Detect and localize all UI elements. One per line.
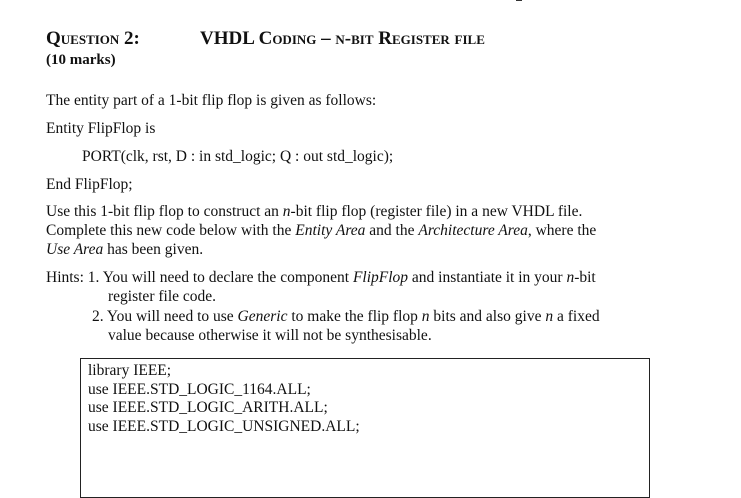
port-line: PORT(clk, rst, D : in std_logic; Q : out std_logic);	[82, 148, 394, 165]
para-line-2: Complete this new code below with the Entity Area and the Architecture Area, where the	[46, 222, 597, 239]
code-line: use IEEE.STD_LOGIC_1164.ALL;	[88, 380, 311, 398]
hint-1-line-1: Hints: 1. You will need to declare the component FlipFlop and instantiate it in your n-bit	[46, 269, 596, 286]
question-topic: VHDL Coding – n-bit Register file	[200, 28, 485, 49]
question-marks: (10 marks)	[46, 52, 116, 68]
hint-1-line-2: register file code.	[108, 288, 217, 305]
para-line-1: Use this 1-bit flip flop to construct an n-bit flip flop (register file) in a new VHDL file.	[46, 203, 583, 220]
hint-2-line-1: 2. You will need to use Generic to make the flip flop n bits and also give n a fixed	[92, 308, 600, 325]
question-number: Question 2:	[46, 28, 140, 49]
hint-2-line-2: value because otherwise it will not be synthesisable.	[108, 327, 432, 344]
code-line: library IEEE;	[88, 362, 172, 379]
entity-line: Entity FlipFlop is	[46, 120, 156, 137]
page-mark	[516, 0, 522, 1]
code-line: use IEEE.STD_LOGIC_UNSIGNED.ALL;	[88, 417, 360, 435]
para-line-3: Use Area has been given.	[46, 241, 204, 258]
intro-text: The entity part of a 1-bit flip flop is given as follows:	[46, 92, 377, 109]
code-area[interactable]	[80, 358, 650, 498]
question-heading	[46, 28, 485, 50]
end-line: End FlipFlop;	[46, 176, 133, 193]
code-line: use IEEE.STD_LOGIC_ARITH.ALL;	[88, 399, 328, 416]
